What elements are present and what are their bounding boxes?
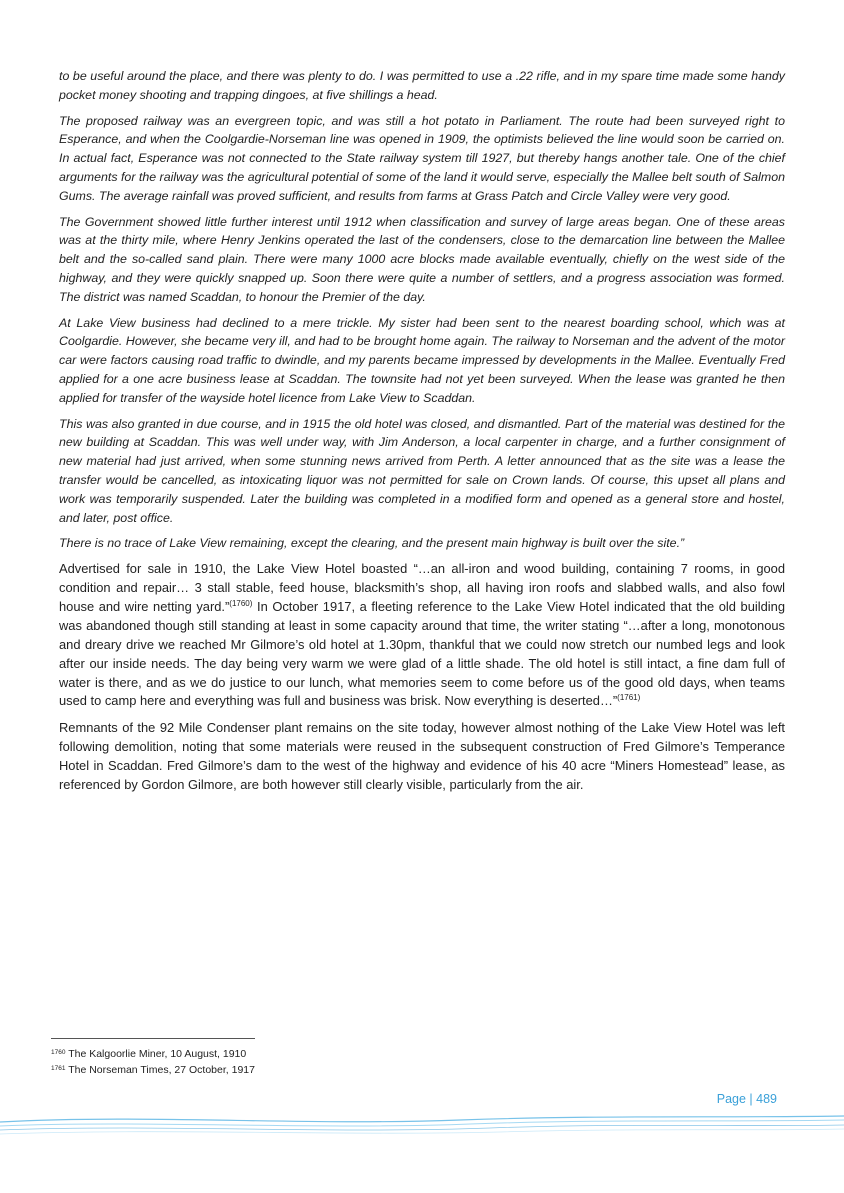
footnote-number: 1761 bbox=[51, 1065, 66, 1072]
body-paragraph bbox=[59, 560, 785, 711]
page-number: Page | 489 bbox=[716, 1092, 777, 1106]
footnote-number: 1760 bbox=[51, 1049, 66, 1056]
quote-paragraph: to be useful around the place, and there was plenty to do. I was permitted to use a .22 rifle, and in my spare time made some handy pocket money shooting and trapping dingoes, at five shillings a head. bbox=[59, 69, 785, 102]
quote-paragraph: There is no trace of Lake View remaining, except the clearing, and the present main highway is built over the site.” bbox=[59, 536, 685, 551]
quote-paragraph: At Lake View business had declined to a mere trickle. My sister had been sent to the nearest boarding school, which was at Coolgardie. However, she became very ill, and had to be brought home again. The railway to Norseman and the advent of the motor car were factors causing road traffic to dwindle, and my parents became impressed by developments in the Mallee. Eventually Fred applied for a one acre business lease at Scaddan. The townsite had not yet been surveyed. When the lease was granted he then applied for transfer of the wayside hotel licence from Lake View to Scaddan. bbox=[59, 315, 785, 405]
footnote-text: The Kalgoorlie Miner, 10 August, 1910 bbox=[68, 1048, 247, 1060]
quote-paragraph: The Government showed little further interest until 1912 when classification and survey of large areas began. One of these areas was at the thirty mile, where Henry Jenkins operated the last of the condensers, close to the demarcation line between the Mallee belt and the so-called sand plain. There were many 1000 acre blocks made available eventually, chiefly on the west side of the highway, and they were quickly snapped up. Soon there were quite a number of settlers, and a progress association was formed. The district was named Scaddan, to honour the Premier of the day. bbox=[59, 214, 785, 304]
quote-paragraph: The proposed railway was an evergreen topic, and was still a hot potato in Parliament. The route had been surveyed right to Esperance, and when the Coolgardie-Norseman line was opened in 1909, the optimists believed the line would soon be carried on. In actual fact, Esperance was not connected to the State railway system till 1927, but thereby hangs another tale. One of the chief arguments for the railway was the agricultural potential of some of the land it would serve, especially the Mallee belt south of Salmon Gums. The average rainfall was proved sufficient, and results from farms at Grass Patch and Circle Valley were very good. bbox=[59, 113, 785, 203]
body-text bbox=[59, 560, 785, 795]
main-content bbox=[59, 67, 785, 803]
quoted-recollection bbox=[59, 67, 785, 553]
quote-paragraph: This was also granted in due course, and in 1915 the old hotel was closed, and dismantled. Part of the material was destined for the new building at Scaddan. This was well under way, with Jim Anderson, a local carpenter in charge, and a further consignment of new material had just arrived, when some stunning news arrived from Perth. A letter announced that as the site was a lease the transfer would be cancelled, as intoxicating liquor was not permitted for sale on Crown lands. Of course, this upset all plans and work was temporarily suspended. Later the building was completed in a modified form and opened as a general store and hostel, and later, post office. bbox=[59, 416, 785, 525]
footnote-reference[interactable]: (1761) bbox=[617, 693, 641, 703]
body-text-segment: In October 1917, a fleeting reference to the Lake View Hotel indicated that the old building was abandoned though still standing at least in some capacity around that time, the writer stating “…after a long, monotonous and dreary drive we reached Mr Gilmore’s old hotel at 1.30pm, thankful that we could now stretch our numbed legs and look after our inside needs. The day being very warm we were glad of a little shade. The old hotel is still intact, a fine dam full of water is there, and as we do justice to our lunch, what memories seem to come before us of the good old days, when teams used to camp here and everything was full and business was brisk. Now everything is deserted…” bbox=[59, 598, 785, 709]
body-paragraph: Remnants of the 92 Mile Condenser plant remains on the site today, however almost nothing of the Lake View Hotel was left following demolition, noting that some materials were reused in the subsequent construction of Fred Gilmore’s Temperance Hotel in Scaddan. Fred Gilmore’s dam to the west of the highway and evidence of his 40 acre “Miners Homestead” lease, as referenced by Gordon Gilmore, are both however still clearly visible, particularly from the air. bbox=[59, 720, 785, 793]
footnote bbox=[51, 1046, 651, 1062]
footnotes bbox=[51, 1046, 651, 1078]
footnote-divider bbox=[51, 1038, 255, 1039]
body-text-segment: Advertised for sale in 1910, the Lake View Hotel boasted “…an all-iron and wood building, containing 7 rooms, in good condition and repair… 3 stall stable, feed house, blacksmith’s shop, all having iron roofs and slabbed walls, and also fowl house and wire netting yard.” bbox=[59, 561, 785, 614]
footnote bbox=[51, 1062, 651, 1078]
footer-wave-decoration bbox=[0, 1108, 844, 1142]
footnote-reference[interactable]: (1760) bbox=[229, 598, 253, 608]
footnote-text: The Norseman Times, 27 October, 1917 bbox=[68, 1064, 255, 1076]
